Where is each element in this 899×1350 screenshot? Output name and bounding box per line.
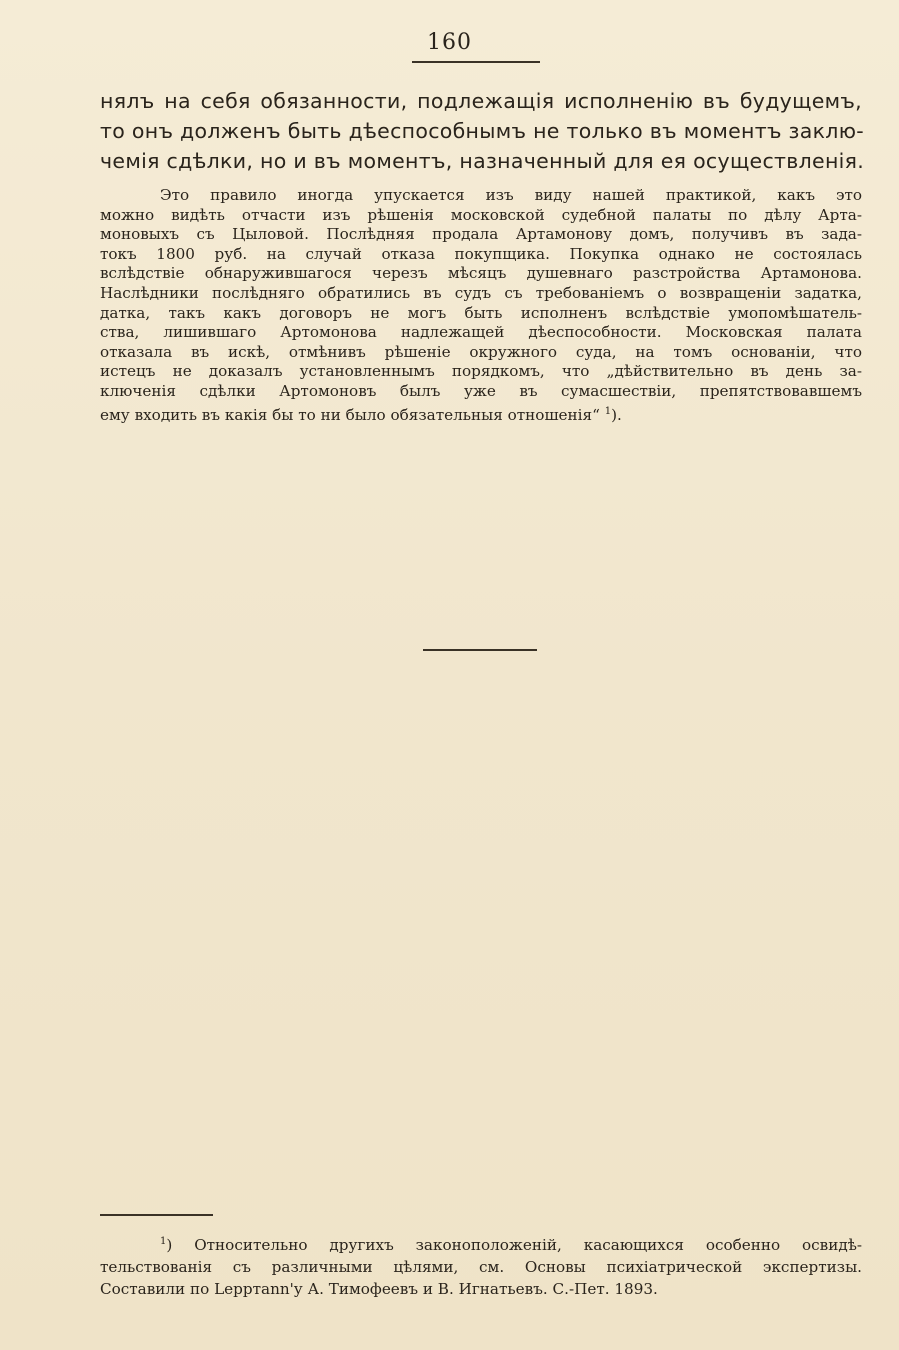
- body-line: токъ 1800 руб. на случай отказа покупщика. Покупка однако не состоялась: [100, 244, 862, 263]
- footnote-reference[interactable]: 1: [604, 405, 612, 417]
- footnote: [100, 1231, 862, 1300]
- lead-line: чемія сдѣлки, но и въ моментъ, назначенный для ея осуществленія.: [100, 149, 865, 173]
- body-last-line: [100, 402, 862, 426]
- body-line: Это правило иногда упускается изъ виду нашей практикой, какъ это: [160, 186, 862, 204]
- footnote-line: ) Относительно другихъ законоположеній, касающихся особенно освидѣ-: [166, 1236, 862, 1254]
- body-line: отказала въ искѣ, отмѣнивъ рѣшеніе окружного суда, на томъ основаніи, что: [100, 342, 862, 361]
- lead-paragraph: [100, 86, 865, 176]
- footnote-first-line: [100, 1231, 862, 1256]
- body-line: Наслѣдники послѣдняго обратились въ судъ съ требованіемъ о возвращеніи задатка,: [100, 283, 862, 302]
- page-number: 160: [427, 30, 472, 55]
- body-line: ства, лишившаго Артомонова надлежащей дѣеспособности. Московская палата: [100, 323, 862, 342]
- body-line: датка, такъ какъ договоръ не могъ быть исполненъ вслѣдствіе умопомѣшатель-: [100, 303, 862, 322]
- body-line: ему входить въ какія бы то ни было обязательныя отношенія“: [100, 405, 600, 424]
- body-line: можно видѣть отчасти изъ рѣшенія московской судебной палаты по дѣлу Арта-: [100, 205, 862, 224]
- body-line-trailing: ).: [611, 405, 622, 424]
- body-line: вслѣдствіе обнаружившагося черезъ мѣсяцъ душевнаго разстройства Артамонова.: [100, 264, 862, 283]
- footnote-line: тельствованія съ различными цѣлями, см. Основы психіатрической экспертизы.: [100, 1258, 862, 1276]
- body-line: ключенія сдѣлки Артомоновъ былъ уже въ сумасшествіи, препятствовавшемъ: [100, 381, 862, 400]
- lead-line: нялъ на себя обязанности, подлежащія исполненію въ будущемъ,: [100, 89, 862, 113]
- section-rule: [423, 649, 537, 651]
- lead-line: то онъ долженъ быть дѣеспособнымъ не только въ моментъ заклю-: [100, 119, 864, 143]
- page-number-rule: [412, 61, 540, 63]
- footnote-rule: [100, 1214, 213, 1216]
- body-line: моновыхъ съ Цыловой. Послѣдняя продала Артамонову домъ, получивъ въ зада-: [100, 225, 862, 244]
- footnote-line: Составили по Lерртаnn'у А. Тимофеевъ и В. Игнатьевъ. С.-Пет. 1893.: [100, 1280, 658, 1298]
- body-paragraph: [100, 186, 862, 425]
- body-line: истецъ не доказалъ установленнымъ порядкомъ, что „дѣйствительно въ день за-: [100, 362, 862, 381]
- footnote-marker: 1: [160, 1236, 167, 1247]
